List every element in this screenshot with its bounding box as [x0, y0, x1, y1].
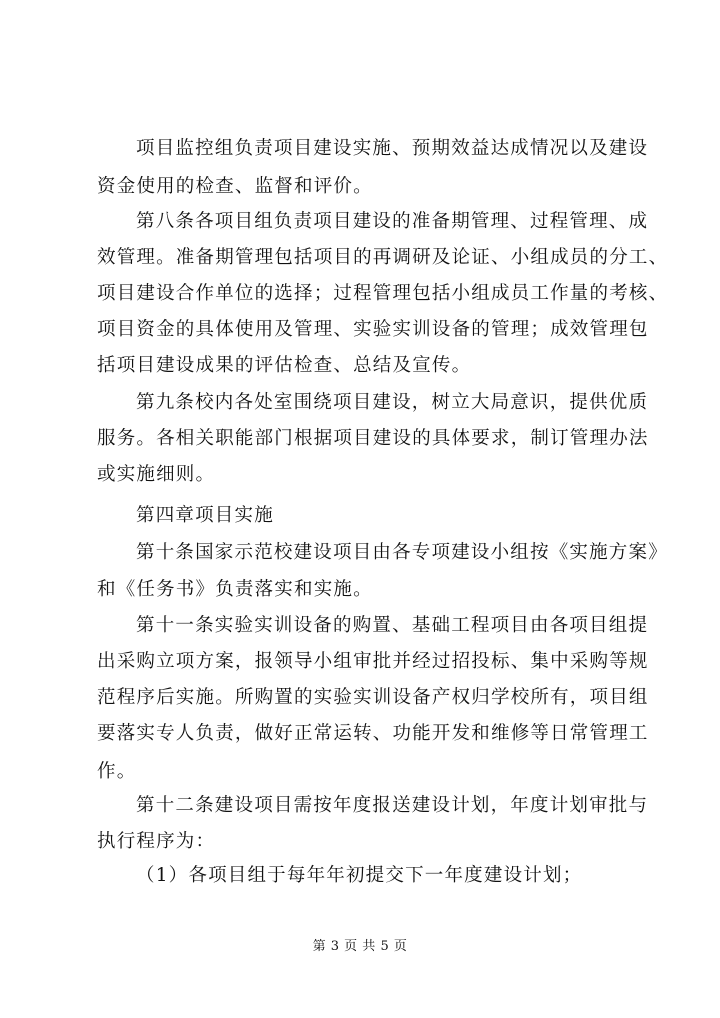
text-line: 第十一条实验实训设备的购置、基础工程项目由各项目组提 — [136, 615, 649, 636]
chapter-heading: 第四章项目实施 — [136, 505, 274, 526]
text-line: 第十条国家示范校建设项目由各专项建设小组按《实施方案》 — [136, 542, 668, 563]
list-item-line: （1）各项目组于每年年初提交下一年度建设计划； — [136, 865, 583, 886]
text-line: 项目资金的具体使用及管理、实验实训设备的管理；成效管理包 — [97, 319, 649, 340]
text-line: 作。 — [97, 761, 137, 782]
text-line: 项目监控组负责项目建设实施、预期效益达成情况以及建设 — [136, 138, 649, 159]
text-line: 第十二条建设项目需按年度报送建设计划，年度计划审批与 — [136, 795, 649, 816]
text-line: 括项目建设成果的评估检查、总结及宣传。 — [97, 355, 472, 376]
text-line: 出采购立项方案，报领导小组审批并经过招投标、集中采购等规 — [97, 651, 649, 672]
text-line: 要落实专人负责，做好正常运转、功能开发和维修等日常管理工 — [97, 723, 649, 744]
text-line: 效管理。准备期管理包括项目的再调研及论证、小组成员的分工、 — [97, 247, 669, 268]
page-number-footer: 第 3 页 共 5 页 — [312, 939, 408, 954]
text-line: 第八条各项目组负责项目建设的准备期管理、过程管理、成 — [136, 211, 649, 232]
text-line: 项目建设合作单位的选择；过程管理包括小组成员工作量的考核、 — [97, 283, 669, 304]
text-line: 或实施细则。 — [97, 464, 216, 485]
text-line: 服务。各相关职能部门根据项目建设的具体要求，制订管理办法 — [97, 428, 649, 449]
text-line: 资金使用的检查、监督和评价。 — [97, 176, 373, 197]
text-line: 第九条校内各处室围绕项目建设，树立大局意识，提供优质 — [136, 392, 649, 413]
text-line: 范程序后实施。所购置的实验实训设备产权归学校所有，项目组 — [97, 687, 649, 708]
text-line: 执行程序为： — [97, 831, 216, 852]
text-line: 和《任务书》负责落实和实施。 — [97, 579, 373, 600]
